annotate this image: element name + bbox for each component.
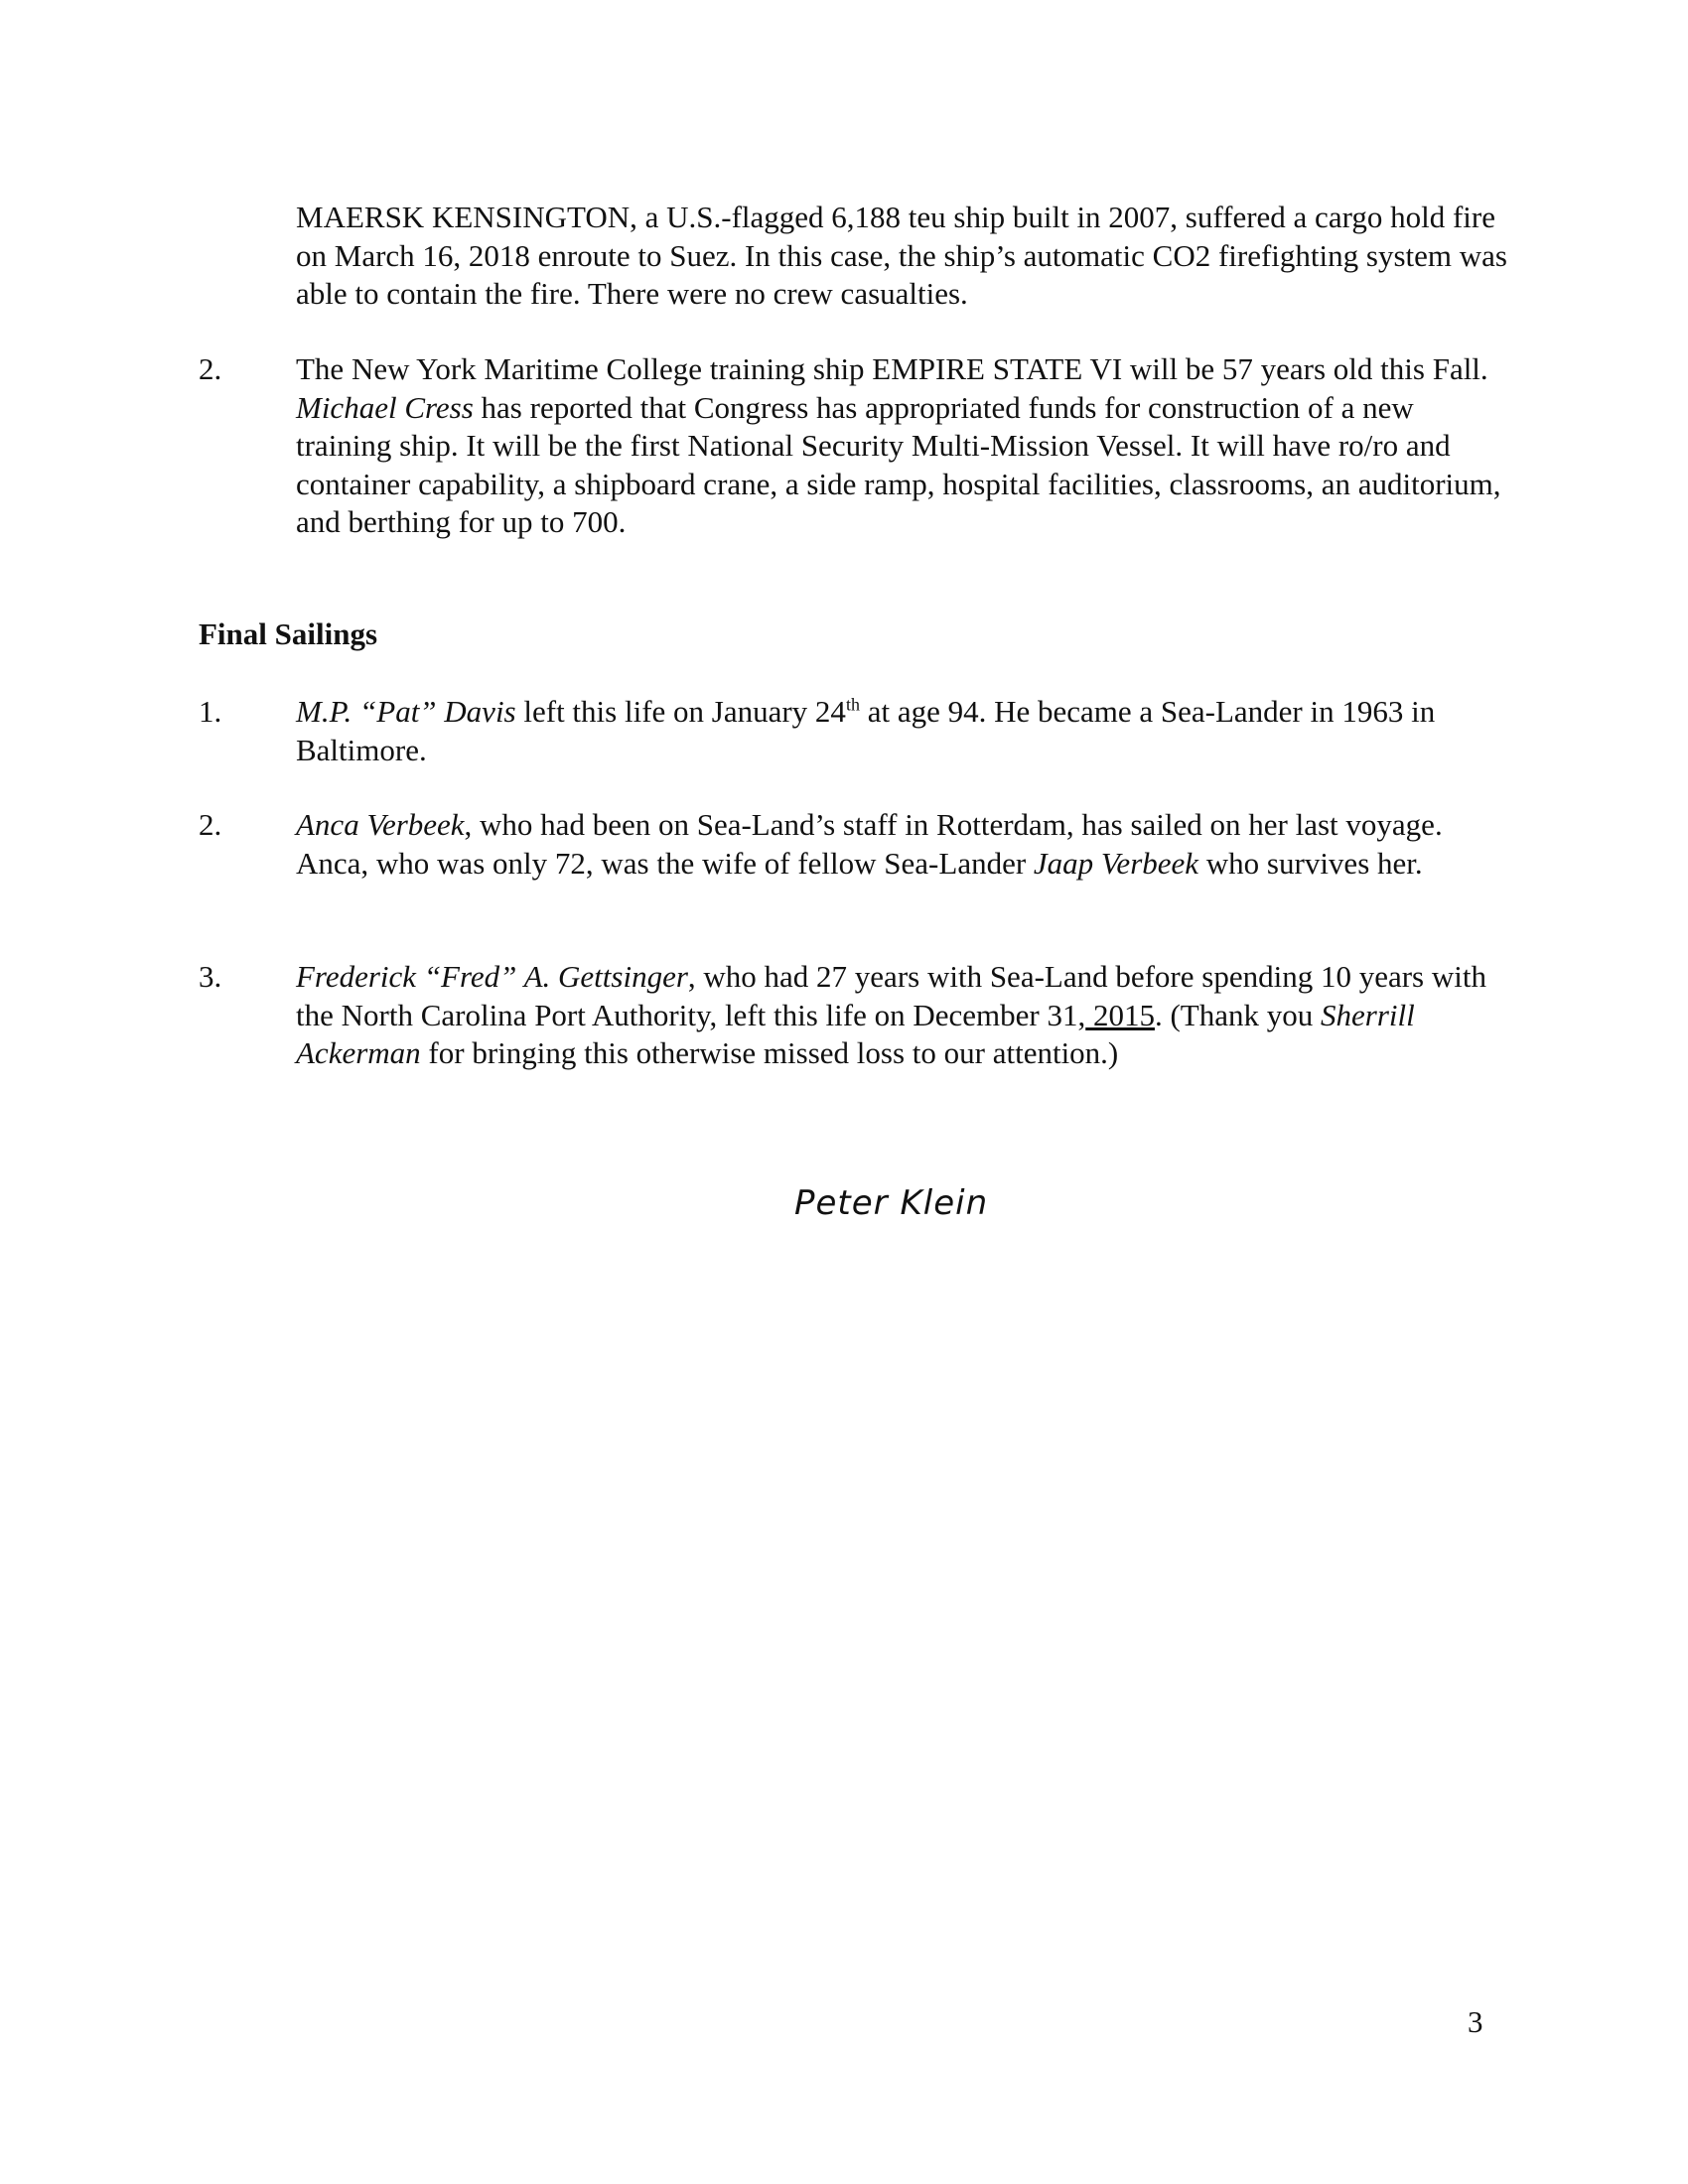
section-heading: Final Sailings [199, 616, 378, 651]
underlined-year: 2015 [1085, 997, 1155, 1032]
person-name: Anca Verbeek [296, 807, 465, 842]
person-name: Jaap Verbeek [1033, 845, 1199, 881]
person-name: Michael Cress [296, 389, 474, 425]
person-name: Sherrill Ackerman [296, 997, 1415, 1070]
signature: Peter Klein [794, 1183, 989, 1223]
item-text: The New York Maritime College training ship EMPIRE STATE VI will be 57 years old this Fall. Michael Cress has reported that Congress has appropriated funds for construction of a new training ship. It will be the first National Security Multi-Mission Vessel. It will have ro/ro and container capability, a shipboard crane, a side ramp, hospital facilities, classrooms, an auditorium, and berthing for up to 700. [296, 351, 1501, 539]
continuation-paragraph: MAERSK KENSINGTON, a U.S.-flagged 6,188 teu ship built in 2007, suffered a cargo hold fire on March 16, 2018 enroute to Suez. In this case, the ship’s automatic CO2 firefighting system was able to contain the fire. There were no crew casualties. [296, 200, 1507, 311]
item-text: Frederick “Fred” A. Gettsinger, who had 27 years with Sea-Land before spending 10 years with the North Carolina Port Authority, left this life on December 31, 2015. (Thank you Sherrill Ackerman for bringing this otherwise missed loss to our attention.) [296, 959, 1486, 1070]
page-number: 3 [1468, 2004, 1483, 2039]
item-number: 2. [199, 351, 222, 386]
item-number: 2. [199, 807, 222, 842]
item-text: M.P. “Pat” Davis left this life on January 24th at age 94. He became a Sea-Lander in 1963 in Baltimore. [296, 694, 1436, 767]
item-text: Anca Verbeek, who had been on Sea-Land’s staff in Rotterdam, has sailed on her last voyage. Anca, who was only 72, was the wife of fellow Sea-Lander Jaap Verbeek who survives her. [296, 807, 1443, 881]
item-number: 1. [199, 694, 222, 729]
person-name: M.P. “Pat” Davis [296, 694, 516, 729]
person-name: Frederick “Fred” A. Gettsinger [296, 959, 688, 994]
ordinal-suffix: th [845, 694, 860, 715]
item-number: 3. [199, 959, 222, 994]
